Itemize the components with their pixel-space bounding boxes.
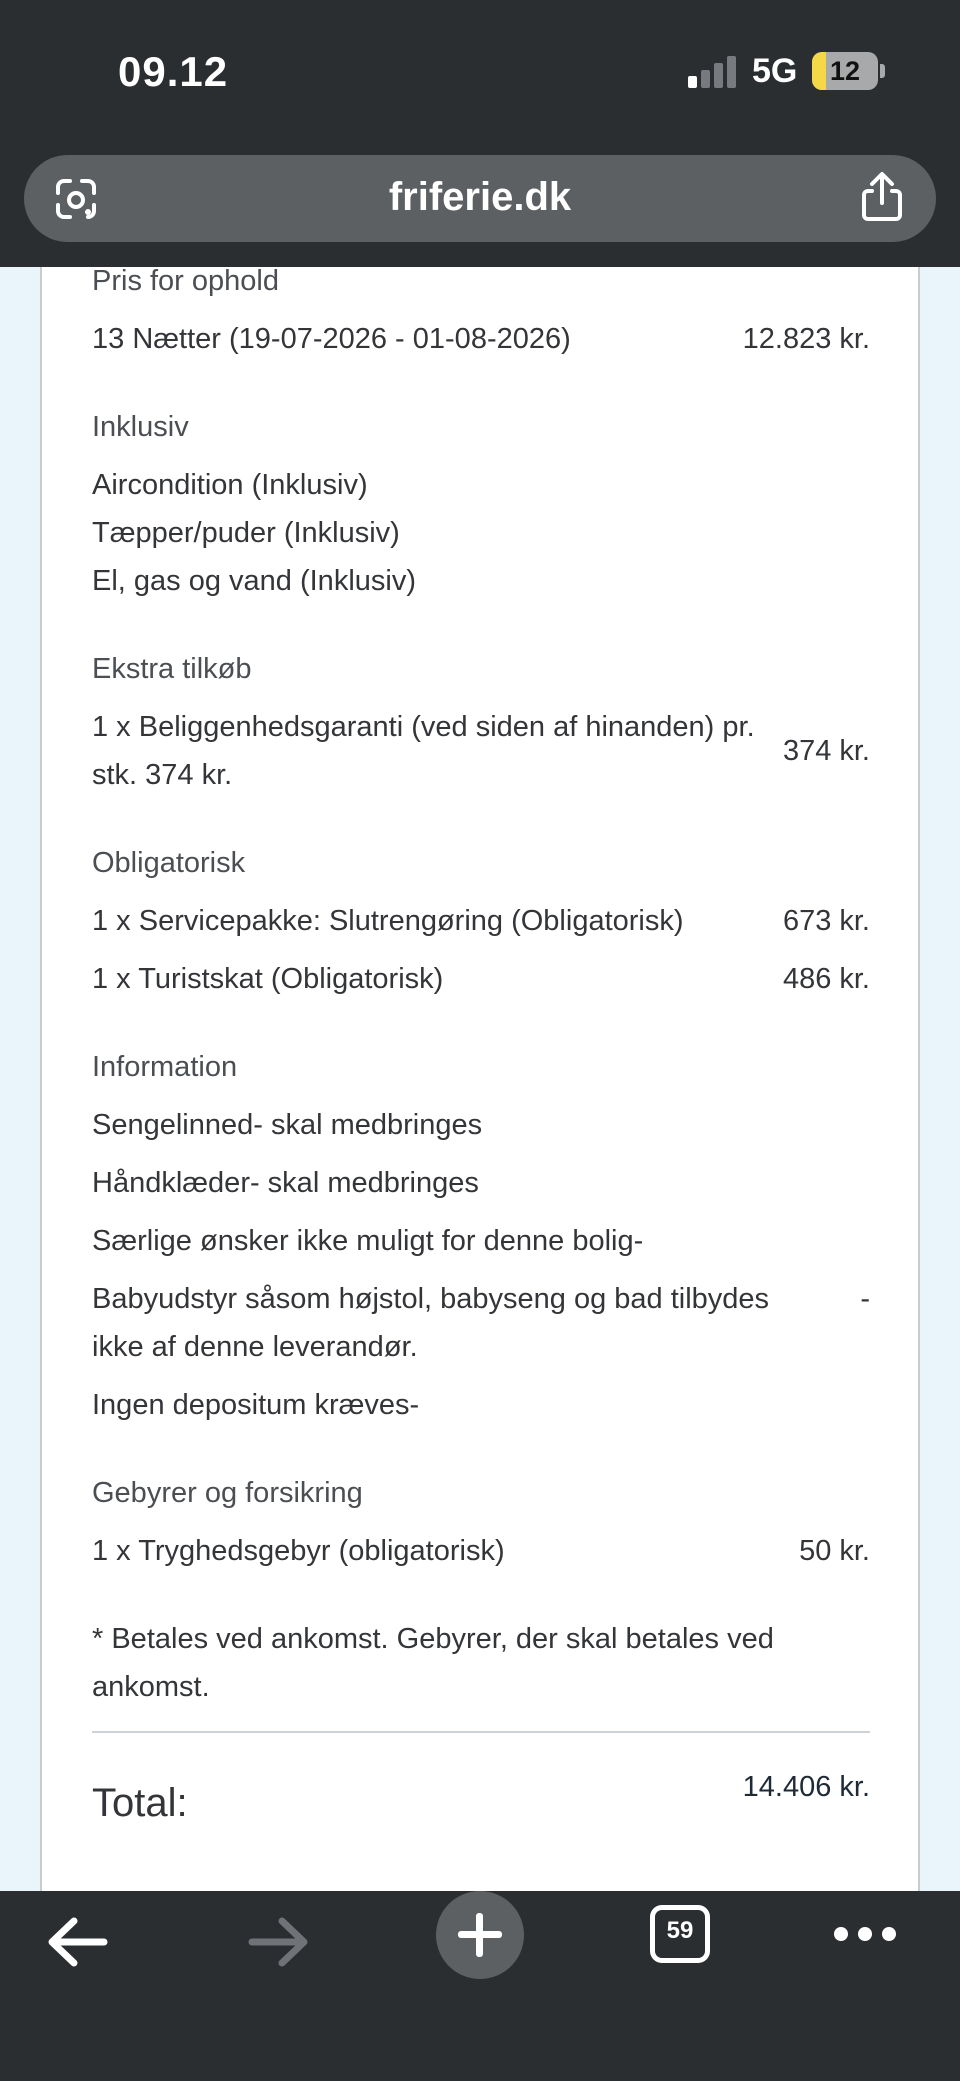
url-text[interactable]: friferie.dk (388, 175, 572, 219)
information-amount: - (860, 1283, 870, 1315)
stay-label: 13 Nætter (19-07-2026 - 01-08-2026) (92, 323, 571, 355)
extras-row (92, 703, 870, 799)
information-heading: Information (92, 1051, 238, 1083)
payment-note: * Betales ved ankomst. Gebyrer, der skal betales ved ankomst. (92, 1623, 774, 1703)
fees-amount: 50 kr. (799, 1535, 870, 1567)
arrow-right-icon[interactable] (246, 1915, 310, 1969)
price-summary-card (40, 267, 920, 1891)
included-item: El, gas og vand (Inklusiv) (92, 565, 416, 597)
mandatory-amount: 486 kr. (782, 963, 870, 995)
network-type: 5G (752, 52, 798, 90)
mandatory-row (92, 897, 870, 945)
fees-label: 1 x Tryghedsgebyr (obligatorisk) (92, 1535, 505, 1567)
battery-level: 12 (829, 56, 861, 86)
mandatory-label: 1 x Turistskat (Obligatorisk) (92, 963, 444, 995)
extras-amount: 374 kr. (782, 735, 870, 767)
stay-heading: Pris for ophold (92, 267, 279, 297)
tab-count: 59 (666, 1917, 694, 1944)
total-label: Total: (92, 1781, 188, 1825)
information-label: Ingen depositum kræves- (92, 1389, 420, 1421)
stay-price-row (92, 315, 870, 363)
status-bar (0, 0, 960, 140)
information-row (92, 1101, 870, 1149)
signal-icon (688, 56, 738, 88)
browser-toolbar (0, 1891, 960, 2081)
stay-amount: 12.823 kr. (742, 323, 870, 355)
information-label: Sengelinned- skal medbringes (92, 1109, 483, 1141)
included-heading: Inklusiv (92, 411, 189, 443)
more-dots-icon[interactable] (834, 1927, 896, 1941)
mandatory-label: 1 x Servicepakke: Slutrengøring (Obligatorisk) (92, 905, 684, 937)
page-viewport[interactable] (0, 267, 960, 1891)
information-row (92, 1275, 870, 1371)
extras-label: 1 x Beliggenhedsgaranti (ved siden af hinanden) pr. stk. 374 kr. (92, 711, 755, 791)
included-item: Aircondition (Inklusiv) (92, 469, 368, 501)
arrow-left-icon[interactable] (46, 1915, 110, 1969)
mandatory-amount: 673 kr. (782, 905, 870, 937)
included-item: Tæpper/puder (Inklusiv) (92, 517, 400, 549)
information-row (92, 1381, 870, 1429)
total-row (92, 1763, 870, 1827)
total-divider (92, 1731, 870, 1733)
address-bar[interactable] (24, 155, 936, 242)
information-label: Babyudstyr såsom højstol, babyseng og bad tilbydes ikke af denne leverandør. (92, 1283, 770, 1363)
information-row (92, 1159, 870, 1207)
price-summary (92, 267, 870, 1827)
new-tab-button[interactable] (436, 1891, 524, 1979)
battery-tip (880, 64, 885, 78)
fees-heading: Gebyrer og forsikring (92, 1477, 363, 1509)
extras-heading: Ekstra tilkøb (92, 653, 252, 685)
status-time: 09.12 (118, 48, 229, 95)
information-label: Håndklæder- skal medbringes (92, 1167, 479, 1199)
fees-row (92, 1527, 870, 1575)
information-row (92, 1217, 870, 1265)
battery-icon (812, 52, 878, 90)
share-icon[interactable] (858, 171, 906, 223)
tab-switcher-button[interactable] (650, 1905, 710, 1963)
mandatory-row (92, 955, 870, 1003)
mandatory-heading: Obligatorisk (92, 847, 246, 879)
total-amount: 14.406 kr. (742, 1771, 870, 1803)
information-label: Særlige ønsker ikke muligt for denne bolig- (92, 1225, 644, 1257)
